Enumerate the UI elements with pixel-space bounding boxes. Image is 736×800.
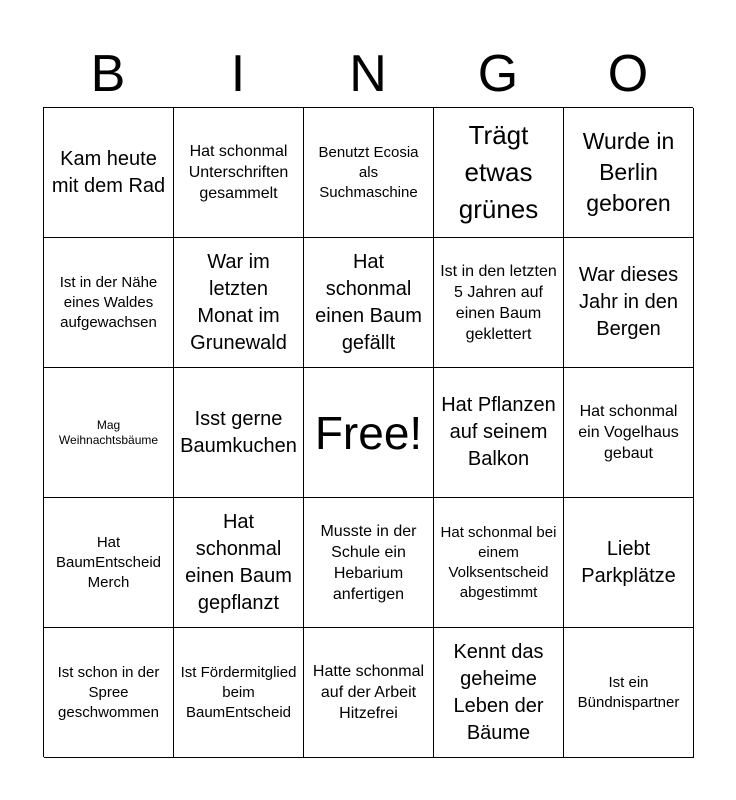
bingo-cell[interactable]: Benutzt Ecosia als Suchmaschine xyxy=(304,108,434,238)
bingo-header xyxy=(43,40,693,108)
header-letter-o: O xyxy=(607,45,649,103)
bingo-cell[interactable]: Kennt das geheime Leben der Bäume xyxy=(434,628,564,758)
bingo-cell[interactable]: Mag Weihnachtsbäume xyxy=(44,368,174,498)
header-letter-i: I xyxy=(230,45,246,103)
bingo-cell[interactable]: Hat BaumEntscheid Merch xyxy=(44,498,174,628)
bingo-cell[interactable]: Isst gerne Baumkuchen xyxy=(174,368,304,498)
bingo-cell[interactable]: Ist ein Bündnispartner xyxy=(564,628,694,758)
bingo-cell[interactable]: Hat schonmal bei einem Volksentscheid abgestimmt xyxy=(434,498,564,628)
bingo-cell[interactable]: Wurde in Berlin geboren xyxy=(564,108,694,238)
bingo-cell[interactable]: Liebt Parkplätze xyxy=(564,498,694,628)
bingo-cell[interactable]: Hat schonmal Unterschriften gesammelt xyxy=(174,108,304,238)
bingo-cell[interactable]: Hat Pflanzen auf seinem Balkon xyxy=(434,368,564,498)
bingo-cell[interactable]: Musste in der Schule ein Hebarium anfertigen xyxy=(304,498,434,628)
bingo-cell[interactable]: War im letzten Monat im Grunewald xyxy=(174,238,304,368)
bingo-cell[interactable]: Hat schonmal ein Vogelhaus gebaut xyxy=(564,368,694,498)
bingo-cell[interactable]: Hat schonmal einen Baum gefällt xyxy=(304,238,434,368)
free-space-cell[interactable]: Free! xyxy=(304,368,434,498)
header-letter-b: B xyxy=(90,45,126,103)
bingo-cell[interactable]: Ist in der Nähe eines Waldes aufgewachsen xyxy=(44,238,174,368)
header-letter-g: G xyxy=(477,45,519,103)
header-letter-n: N xyxy=(349,45,387,103)
bingo-cell[interactable]: Kam heute mit dem Rad xyxy=(44,108,174,238)
bingo-grid xyxy=(43,107,693,757)
bingo-cell[interactable]: Hat schonmal einen Baum gepflanzt xyxy=(174,498,304,628)
bingo-cell[interactable]: Ist schon in der Spree geschwommen xyxy=(44,628,174,758)
bingo-cell[interactable]: Ist Fördermitglied beim BaumEntscheid xyxy=(174,628,304,758)
bingo-cell[interactable]: War dieses Jahr in den Bergen xyxy=(564,238,694,368)
bingo-cell[interactable]: Trägt etwas grünes xyxy=(434,108,564,238)
bingo-cell[interactable]: Ist in den letzten 5 Jahren auf einen Baum geklettert xyxy=(434,238,564,368)
bingo-cell[interactable]: Hatte schonmal auf der Arbeit Hitzefrei xyxy=(304,628,434,758)
